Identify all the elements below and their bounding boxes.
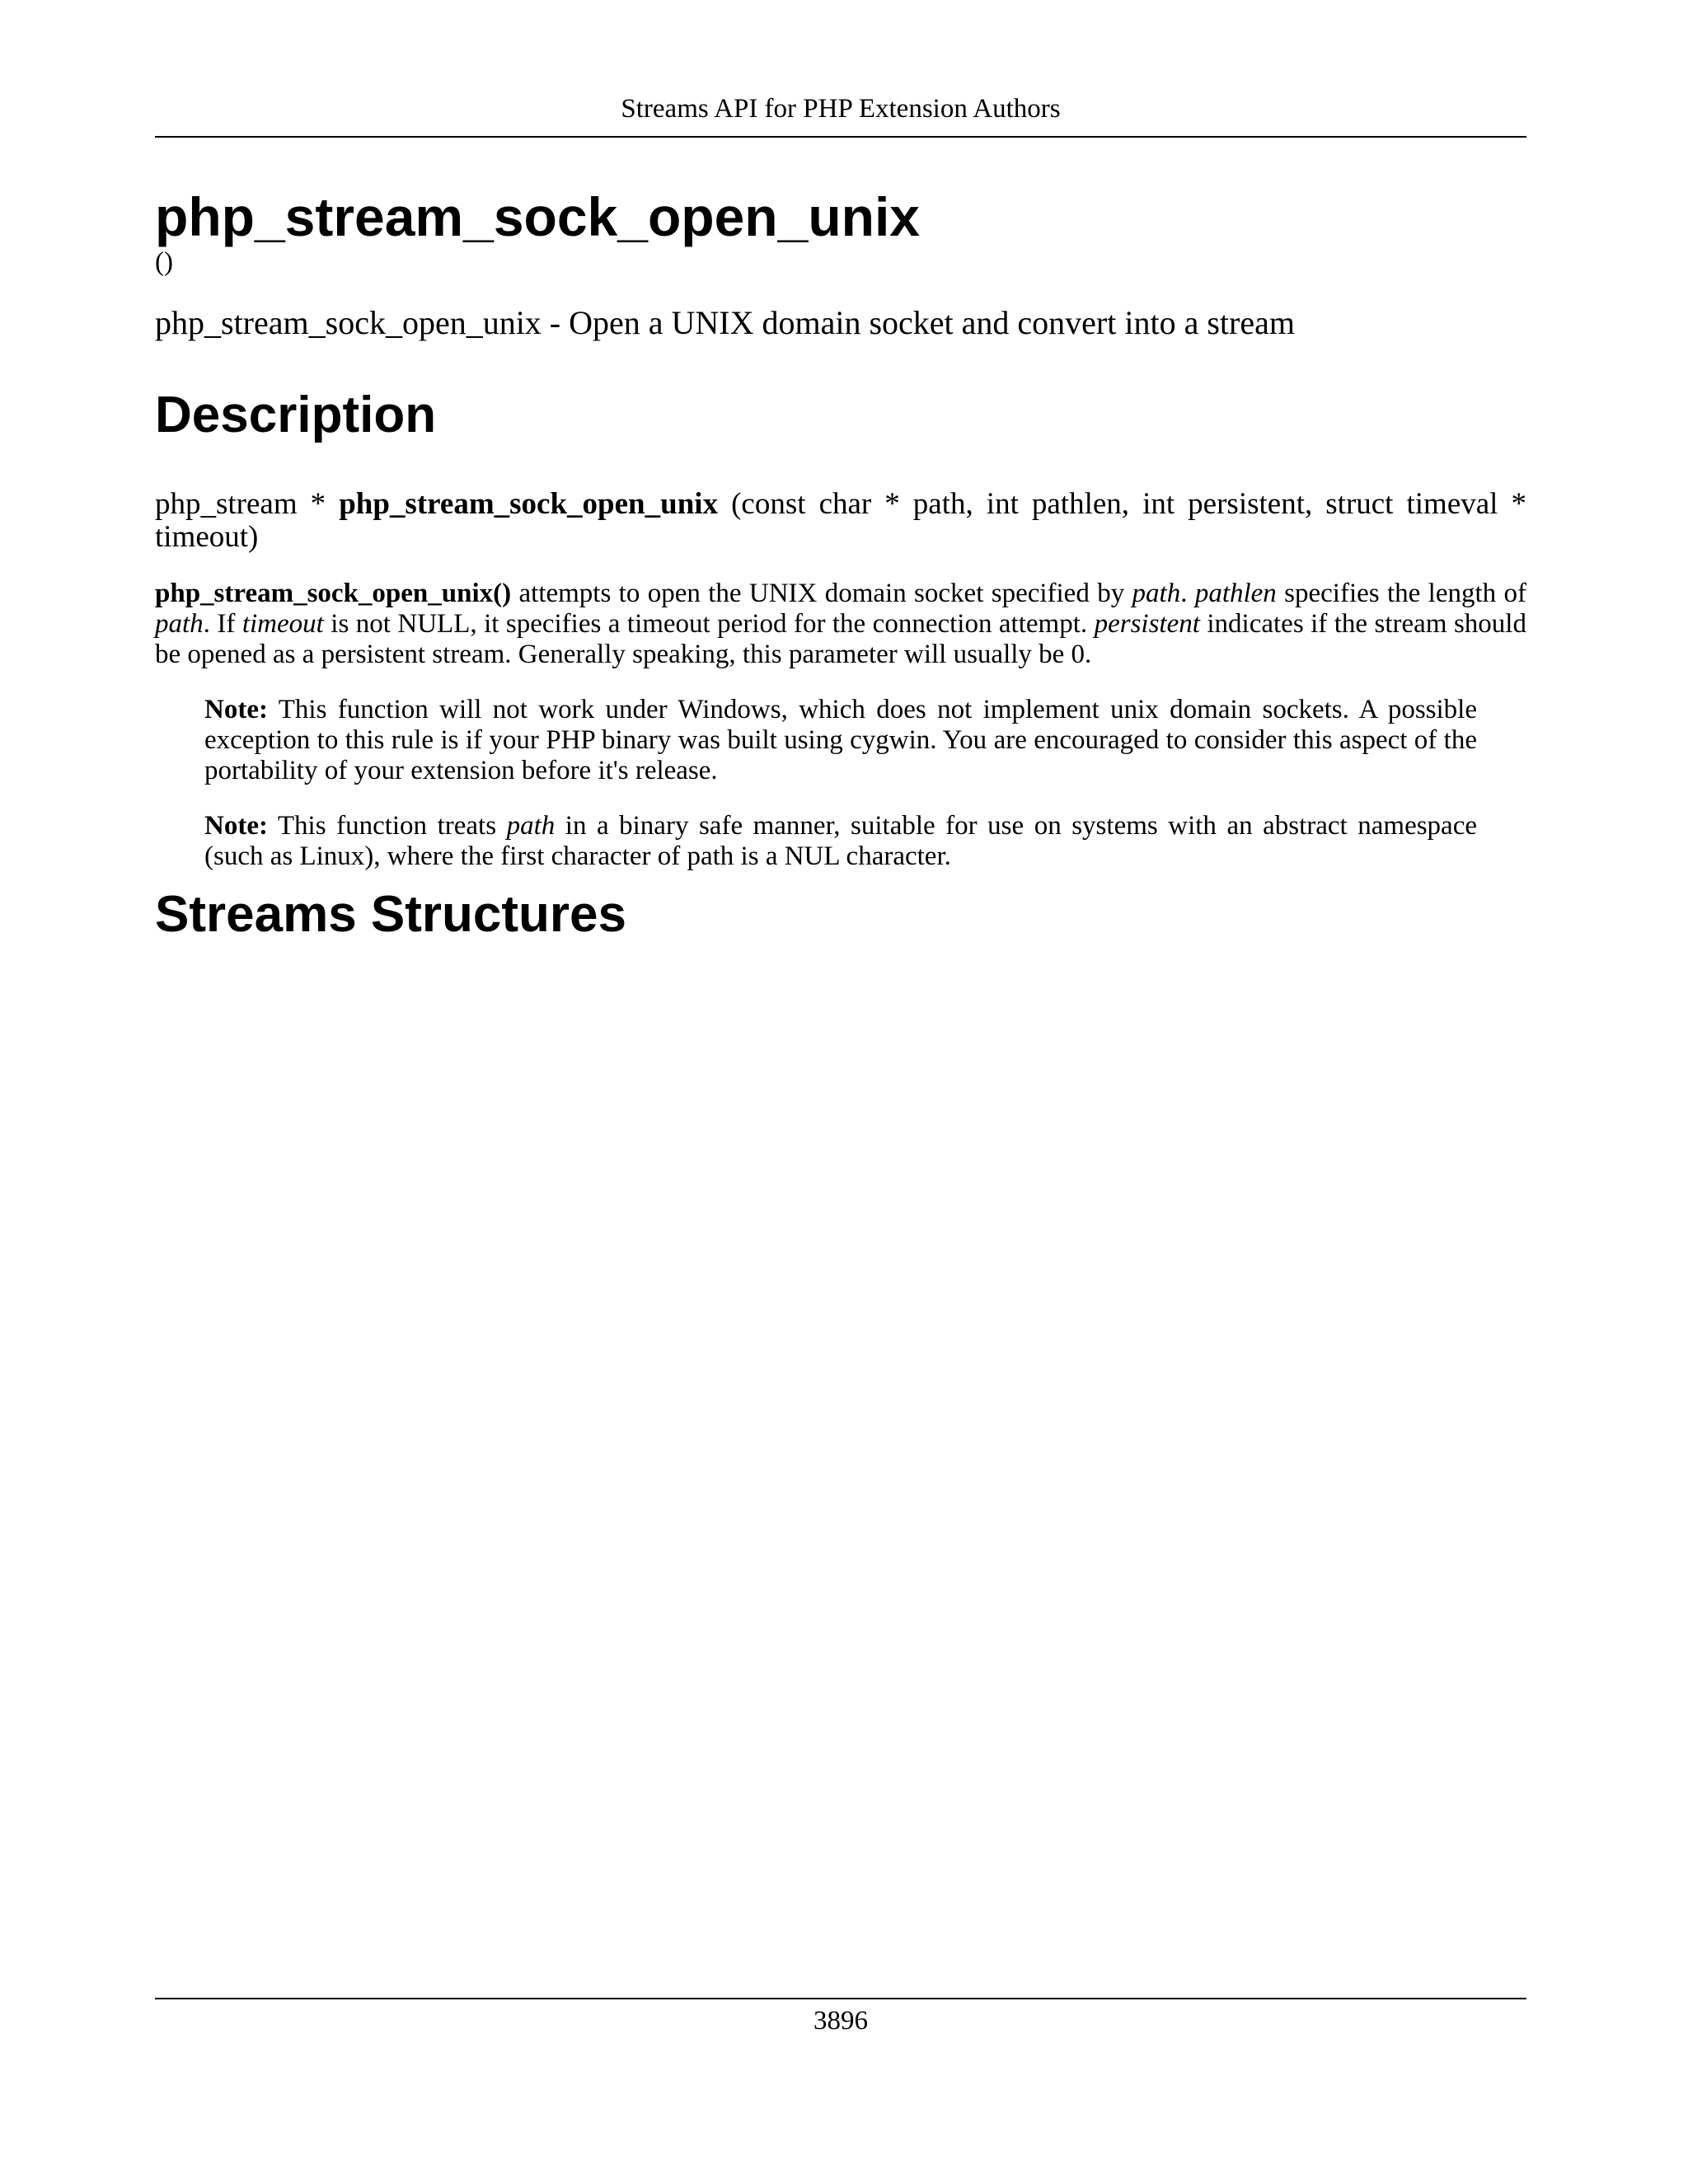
structures-heading: Streams Structures [155, 886, 627, 943]
note-text: This function will not work under Windows, which does not implement unix domain sockets. A possible exception to this rule is if your PHP binary was built using cygwin. You are encouraged to consider this aspect of the portability of your extension before it's release. [204, 695, 1477, 785]
function-synopsis [155, 488, 1526, 554]
header-rule [155, 136, 1526, 138]
text-run: . If [203, 609, 242, 639]
note-windows [204, 695, 1477, 786]
function-title: php_stream_sock_open_unix [155, 186, 920, 247]
running-header: Streams API for PHP Extension Authors [621, 94, 1061, 124]
synopsis-params: (const char * path, int pathlen, int persistent, struct timeval * timeout) [155, 487, 1526, 554]
note-label: Note: [204, 695, 268, 724]
description-paragraph [155, 579, 1526, 670]
page-content [155, 186, 1526, 944]
function-parens: () [155, 247, 173, 277]
param-timeout: timeout [241, 609, 324, 639]
param-path: path [1132, 579, 1181, 608]
page-number: 3896 [814, 2006, 868, 2036]
param-pathlen: pathlen [1194, 579, 1277, 608]
param-persistent: persistent [1094, 609, 1200, 639]
synopsis-function-name: php_stream_sock_open_unix [339, 487, 719, 521]
description-heading: Description [155, 387, 437, 443]
text-run: is not NULL, it specifies a timeout period for the connection attempt. [323, 609, 1095, 639]
function-refname: php_stream_sock_open_unix - Open a UNIX domain socket and convert into a stream [155, 304, 1295, 341]
text-run: attempts to open the UNIX domain socket specified by [511, 579, 1132, 608]
text-run: indicates if the stream should be opened as a persistent stream. Generally speaking, this parameter will usually be 0. [155, 609, 1526, 669]
text-run: This function treats [267, 811, 507, 841]
function-ref: php_stream_sock_open_unix() [155, 579, 512, 608]
text-run: specifies the length of [1276, 579, 1526, 608]
text-run: . [1180, 579, 1195, 608]
text-run: in a binary safe manner, suitable for use on systems with an abstract namespace (such as Linux), where the first character of path is a NUL character. [204, 811, 1477, 871]
param-path: path [155, 609, 204, 639]
note-label: Note: [204, 811, 268, 841]
footer-rule [155, 1998, 1526, 1999]
note-binary-safe [204, 811, 1477, 872]
param-path: path [506, 811, 556, 841]
synopsis-return-type: php_stream * [155, 487, 340, 521]
